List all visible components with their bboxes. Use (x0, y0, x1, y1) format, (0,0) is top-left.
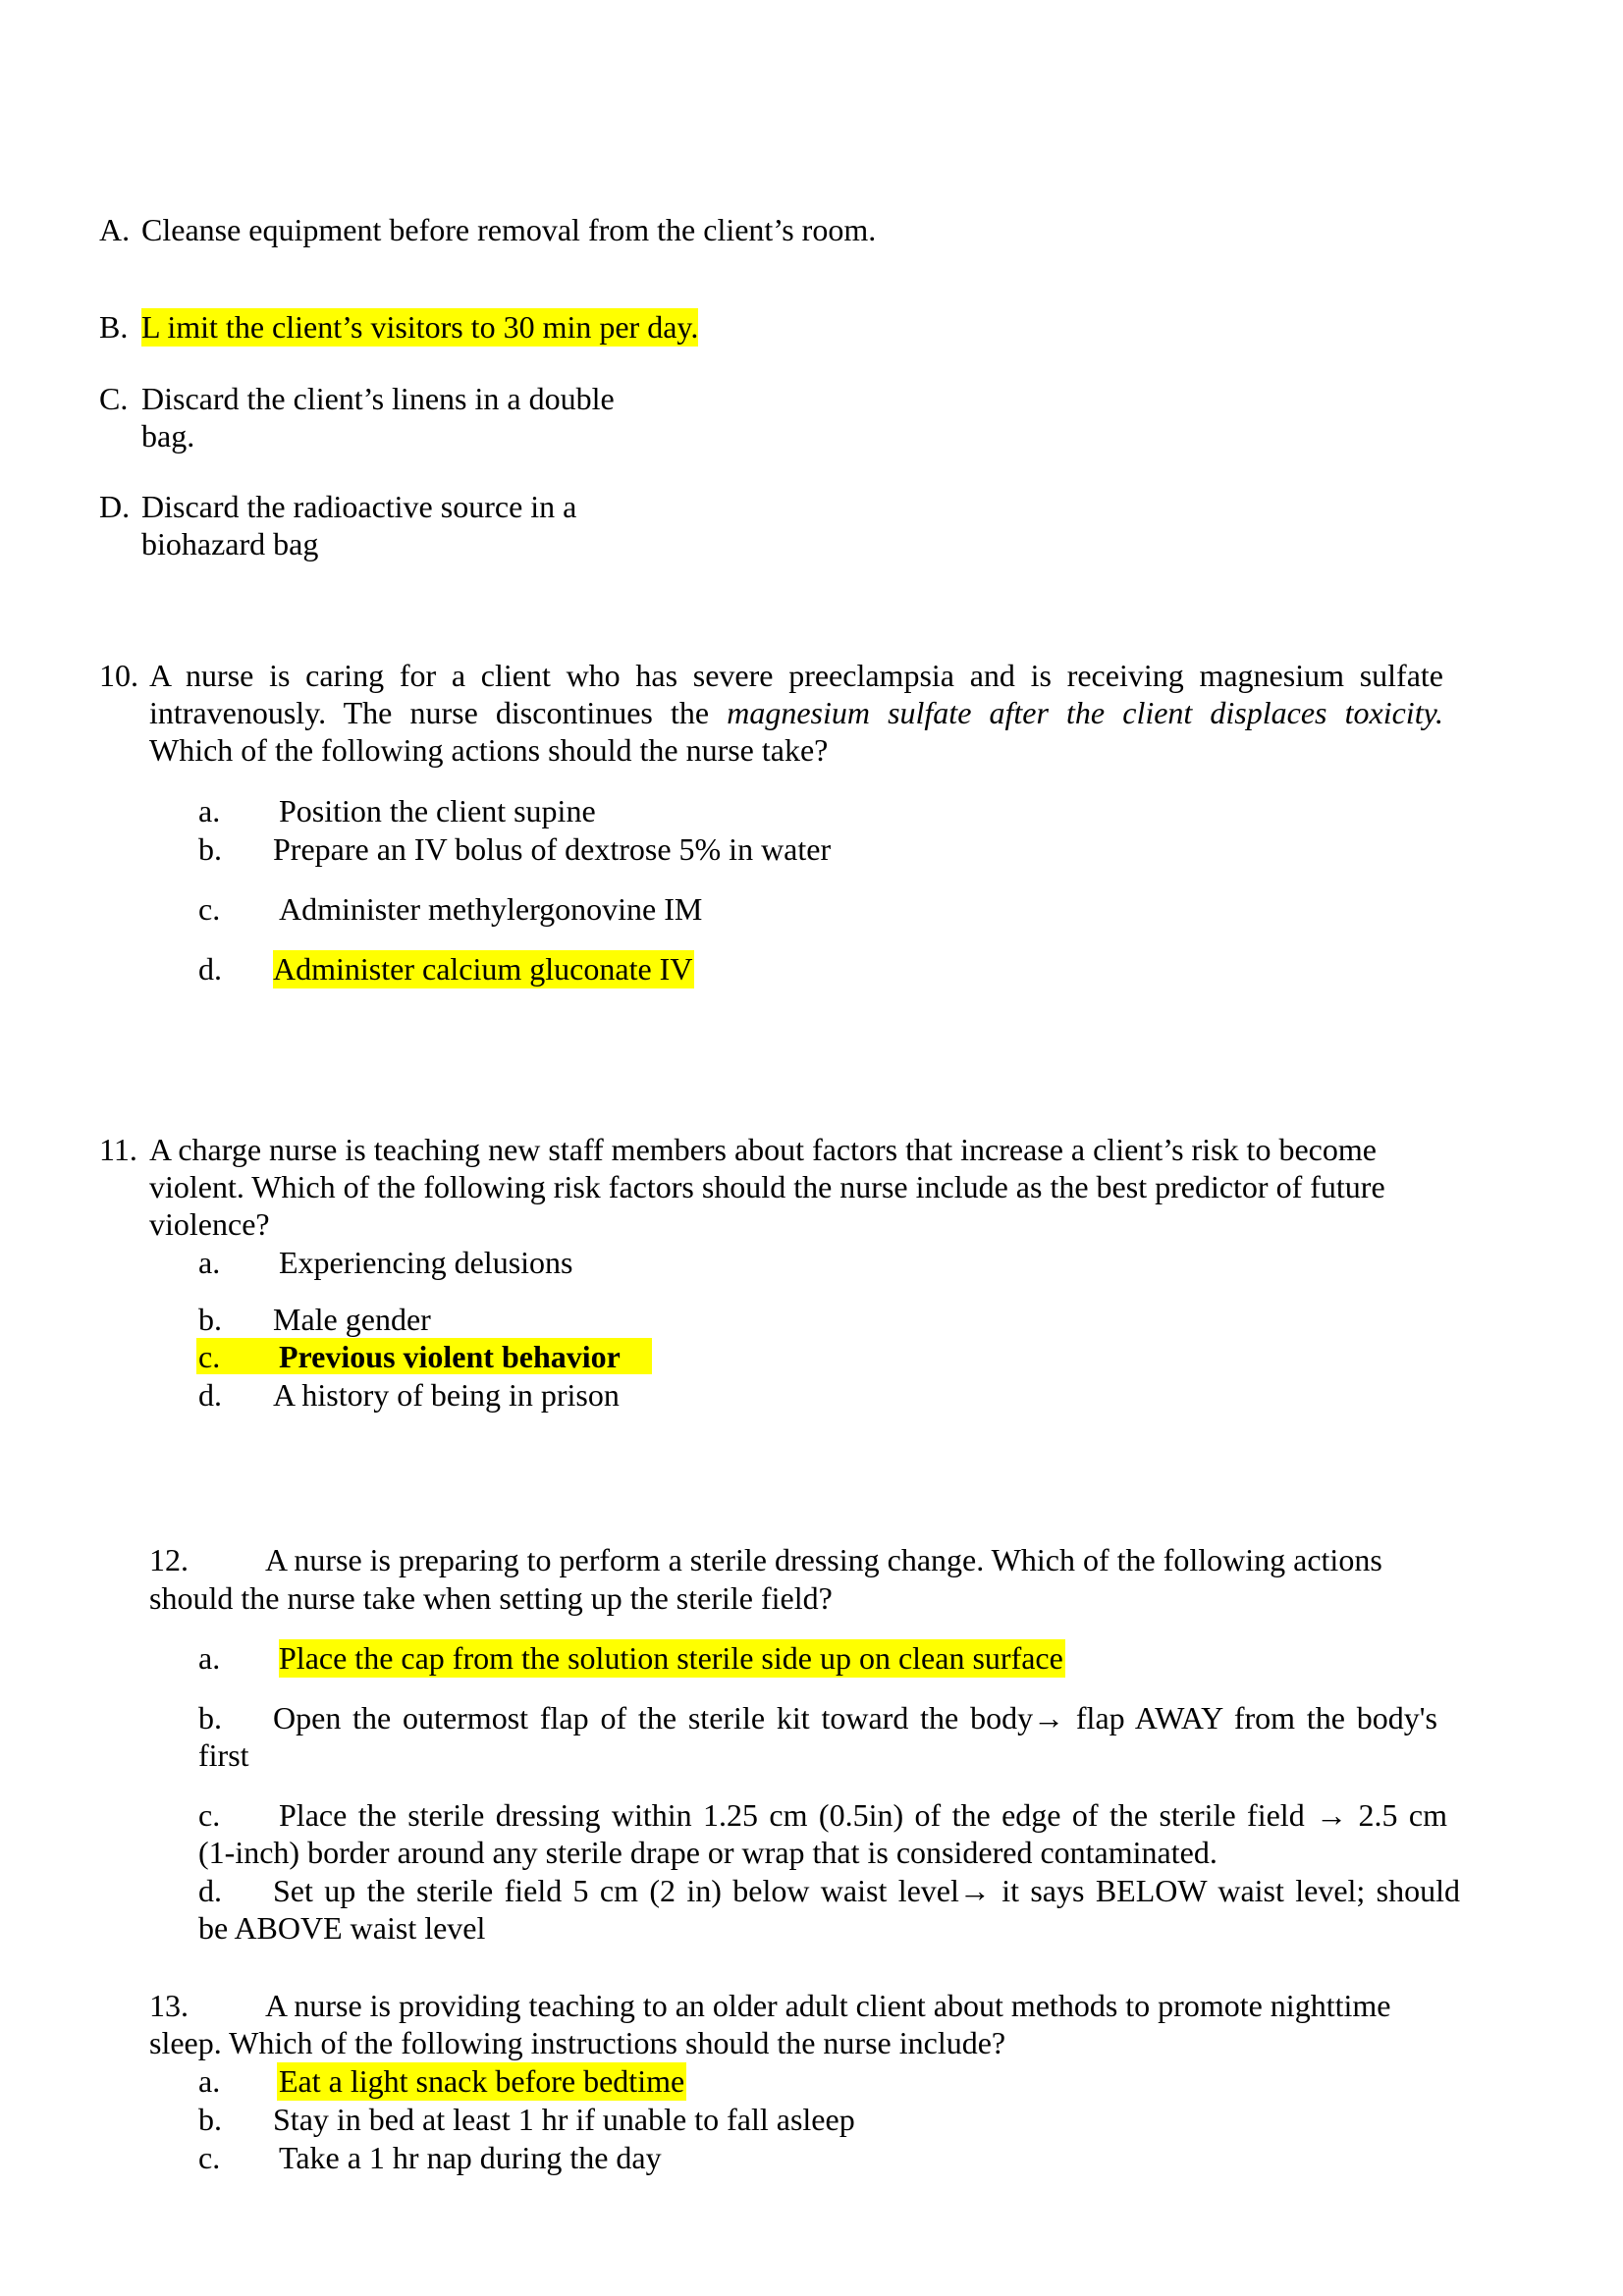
option-letter: b. (198, 1700, 222, 1735)
option-letter: d. (198, 1873, 222, 1908)
question-stem-line1: A charge nurse is teaching new staff members about factors that increase a client’s risk to become (149, 1132, 1377, 1167)
option-text-highlighted: Eat a light snack before bedtime (279, 2063, 685, 2099)
option-letter: c. (198, 2140, 221, 2175)
option-text: Take a 1 hr nap during the day (279, 2140, 662, 2175)
question-number: 13. (149, 1988, 189, 2023)
option-letter: a. (198, 1245, 221, 1280)
question-stem-line2: violent. Which of the following risk factors should the nurse include as the best predictor of future (149, 1169, 1385, 1204)
question-stem-line2 (149, 694, 1443, 732)
option-letter: D. (99, 489, 131, 524)
option-text-line2: be ABOVE waist level (198, 1910, 486, 1946)
option-letter: c. (198, 1797, 221, 1833)
option-text-highlighted: Administer calcium gluconate IV (273, 951, 693, 987)
option-text-line1: Place the sterile dressing within 1.25 cm (0.5in) of the edge of the sterile field → 2.5 cm (279, 1797, 1447, 1833)
option-letter: b. (198, 831, 222, 867)
option-text: Position the client supine (279, 793, 596, 828)
option-text-line2: first (198, 1737, 249, 1773)
option-text-bold: Previous violent behavior (279, 1339, 621, 1374)
question-stem-line2: should the nurse take when setting up the sterile field? (149, 1580, 833, 1616)
option-text: Experiencing delusions (279, 1245, 573, 1280)
option-text-line2: bag. (141, 418, 195, 454)
question-stem-line1: A nurse is providing teaching to an older adult client about methods to promote nighttime (265, 1988, 1391, 2023)
question-number: 12. (149, 1542, 189, 1577)
option-text: A history of being in prison (273, 1377, 620, 1413)
option-text-highlighted: Place the cap from the solution sterile side up on clean surface (279, 1640, 1063, 1676)
question-number: 11. (99, 1132, 137, 1167)
stem-text-italic: magnesium sulfate after the client displaces toxicity. (727, 695, 1444, 730)
option-text-line1: Discard the radioactive source in a (141, 489, 577, 524)
stem-text: intravenously. The nurse discontinues the (149, 695, 710, 730)
option-letter: B. (99, 309, 129, 345)
option-letter: a. (198, 1640, 221, 1676)
option-text: Male gender (273, 1302, 431, 1337)
option-text-line1: Open the outermost flap of the sterile kit toward the body→ flap AWAY from the body's (273, 1700, 1437, 1735)
option-text: Administer methylergonovine IM (279, 891, 703, 927)
question-stem-line3: Which of the following actions should the nurse take? (149, 732, 829, 768)
option-text-line2: (1-inch) border around any sterile drape or wrap that is considered contaminated. (198, 1835, 1217, 1870)
option-text: Stay in bed at least 1 hr if unable to fall asleep (273, 2102, 855, 2137)
question-stem-line3: violence? (149, 1206, 270, 1242)
question-stem-line1: A nurse is caring for a client who has severe preeclampsia and is receiving magnesium sulfate (149, 658, 1443, 693)
option-letter: d. (198, 951, 222, 987)
option-letter: b. (198, 2102, 222, 2137)
question-stem-line1: A nurse is preparing to perform a sterile dressing change. Which of the following actions (265, 1542, 1382, 1577)
option-letter: a. (198, 793, 221, 828)
option-text-line1: Discard the client’s linens in a double (141, 381, 615, 416)
option-letter: c. (198, 1339, 221, 1374)
option-text-highlighted: L imit the client’s visitors to 30 min per day. (141, 309, 699, 345)
option-letter: c. (198, 891, 221, 927)
option-letter: a. (198, 2063, 221, 2099)
option-letter: C. (99, 381, 129, 416)
option-text-line1: Set up the sterile field 5 cm (2 in) below waist level→ it says BELOW waist level; should (273, 1873, 1460, 1908)
option-text: Prepare an IV bolus of dextrose 5% in water (273, 831, 832, 867)
option-letter: b. (198, 1302, 222, 1337)
question-number: 10. (99, 658, 138, 693)
question-stem-line2: sleep. Which of the following instructions should the nurse include? (149, 2025, 1006, 2060)
option-text: Cleanse equipment before removal from the client’s room. (141, 212, 877, 247)
option-text-line2: biohazard bag (141, 526, 319, 561)
option-letter: d. (198, 1377, 222, 1413)
option-letter: A. (99, 212, 131, 247)
